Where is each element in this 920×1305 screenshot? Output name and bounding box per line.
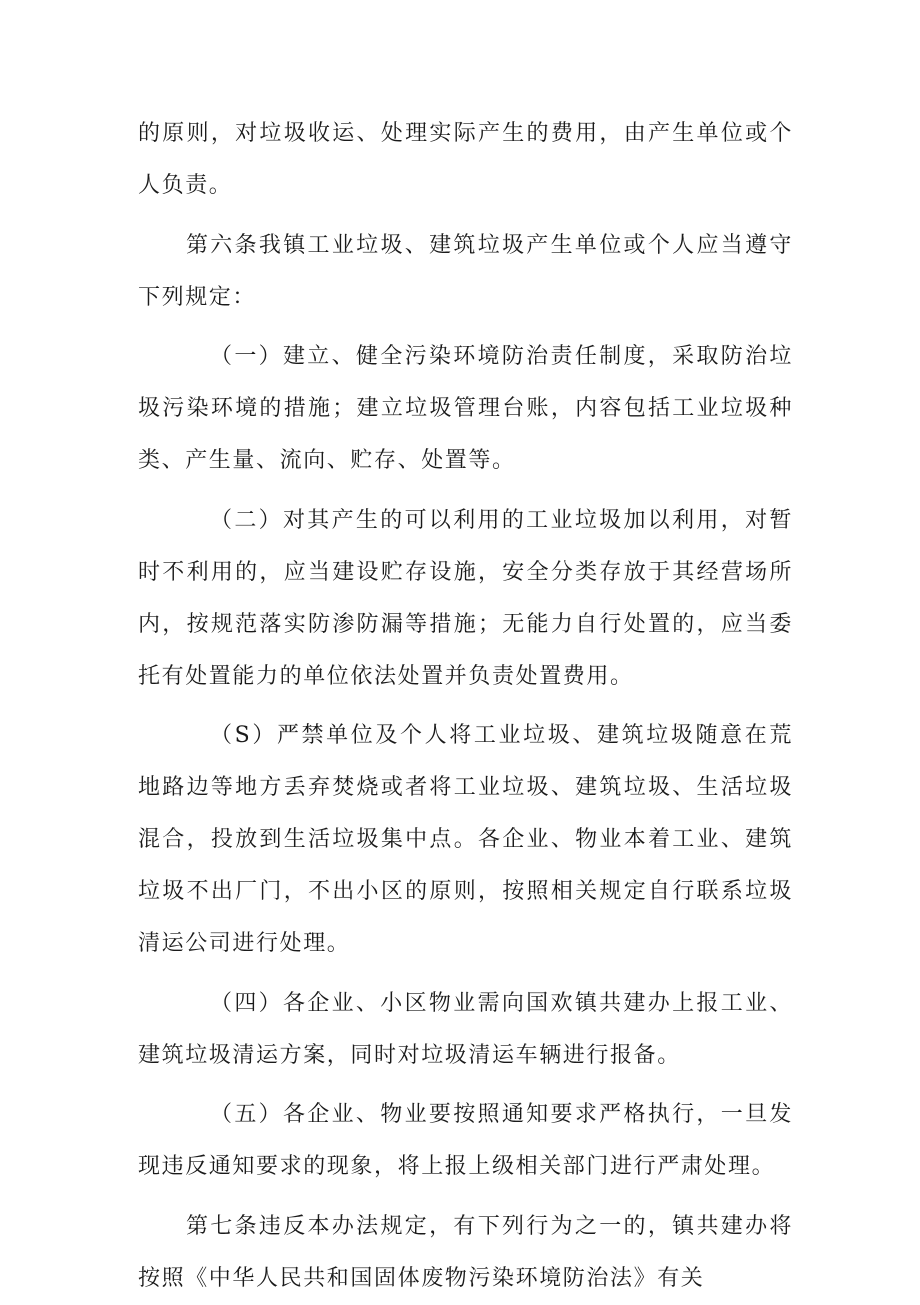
- paragraph-item-5: （五）各企业、物业要按照通知要求严格执行，一旦发现违反通知要求的现象，将上报上级相关部门进行严肃处理。: [138, 1102, 793, 1179]
- document-body: [138, 108, 793, 1305]
- paragraph-item-2: （二）对其产生的可以利用的工业垃圾加以利用，对暂时不利用的，应当建设贮存设施，安全分类存放于其经营场所内，按规范落实防渗防漏等措施；无能力自行处置的，应当委托有处置能力的单位依法处置并负责处置费用。: [138, 507, 793, 689]
- paragraph-item-1: （一）建立、健全污染环境防治责任制度，采取防治垃圾污染环境的措施；建立垃圾管理台账，内容包括工业垃圾种类、产生量、流向、贮存、处置等。: [138, 344, 793, 473]
- paragraph-item-4: （四）各企业、小区物业需向国欢镇共建办上报工业、建筑垃圾清运方案，同时对垃圾清运车辆进行报备。: [138, 990, 793, 1068]
- paragraph-article-7: 第七条违反本办法规定，有下列行为之一的，镇共建办将按照《中华人民共和国固体废物污染环境防治法》有关: [138, 1213, 793, 1291]
- paragraph-item-3: （S）严禁单位及个人将工业垃圾、建筑垃圾随意在荒地路边等地方丢弃焚烧或者将工业垃圾、建筑垃圾、生活垃圾混合，投放到生活垃圾集中点。各企业、物业本着工业、建筑垃圾不出厂门，不出小区的原则，按照相关规定自行联系垃圾清运公司进行处理。: [138, 723, 793, 956]
- paragraph-article-6: 第六条我镇工业垃圾、建筑垃圾产生单位或个人应当遵守下列规定：: [138, 232, 793, 310]
- paragraph-continuation: 的原则，对垃圾收运、处理实际产生的费用，由产生单位或个人负责。: [138, 121, 793, 198]
